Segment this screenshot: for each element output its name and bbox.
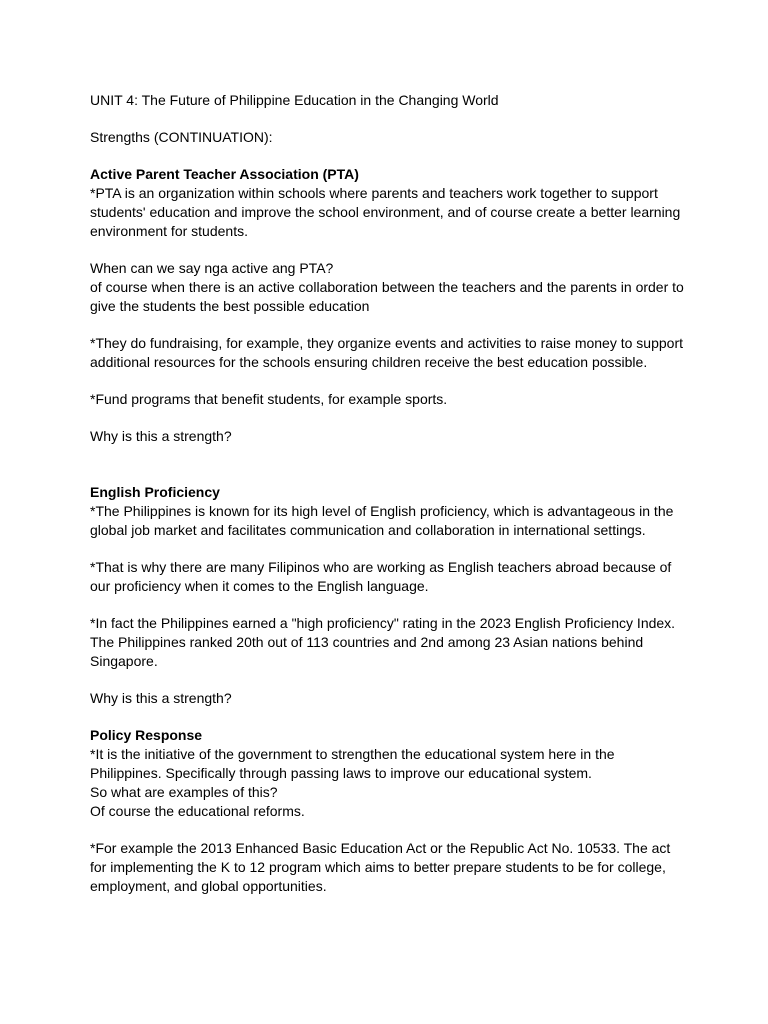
policy-paragraph-1: *It is the initiative of the government to strengthen the educational system here in the Philippines. Specifically through passing laws to improve our educational system. xyxy=(90,746,615,781)
pta-paragraph-3: *Fund programs that benefit students, for example sports. xyxy=(90,391,448,407)
english-heading: English Proficiency xyxy=(90,484,220,500)
pta-paragraph-2: *They do fundraising, for example, they organize events and activities to raise money to support additional resources for the schools ensuring children receive the best education possible. xyxy=(90,335,683,370)
policy-paragraph-2: *For example the 2013 Enhanced Basic Education Act or the Republic Act No. 10533. The act for implementing the K to 12 program which aims to better prepare students to be for college, employment, and global opportunities. xyxy=(90,840,671,894)
english-question-1: Why is this a strength? xyxy=(90,690,232,706)
english-paragraph-1: *The Philippines is known for its high level of English proficiency, which is advantageous in the global job market and facilitates communication and collaboration in international settings. xyxy=(90,503,674,538)
section-title: Strengths (CONTINUATION): xyxy=(90,129,273,145)
document-page xyxy=(90,91,690,896)
pta-paragraph-1: *PTA is an organization within schools where parents and teachers work together to support students' education and improve the school environment, and of course create a better learning environment for students. xyxy=(90,185,681,239)
pta-answer-1: of course when there is an active collaboration between the teachers and the parents in order to give the students the best possible education xyxy=(90,279,684,314)
english-paragraph-2: *That is why there are many Filipinos who are working as English teachers abroad because of our proficiency when it comes to the English language. xyxy=(90,559,672,594)
pta-heading: Active Parent Teacher Association (PTA) xyxy=(90,166,359,182)
pta-question-1: When can we say nga active ang PTA? xyxy=(90,260,334,276)
unit-title: UNIT 4: The Future of Philippine Education in the Changing World xyxy=(90,92,499,108)
policy-question-1: So what are examples of this? xyxy=(90,784,278,800)
pta-question-2: Why is this a strength? xyxy=(90,428,232,444)
policy-heading: Policy Response xyxy=(90,727,203,743)
english-paragraph-3: *In fact the Philippines earned a "high proficiency" rating in the 2023 English Proficiency Index. The Philippines ranked 20th out of 113 countries and 2nd among 23 Asian nations behind Singapore. xyxy=(90,615,676,669)
policy-answer-1: Of course the educational reforms. xyxy=(90,803,305,819)
